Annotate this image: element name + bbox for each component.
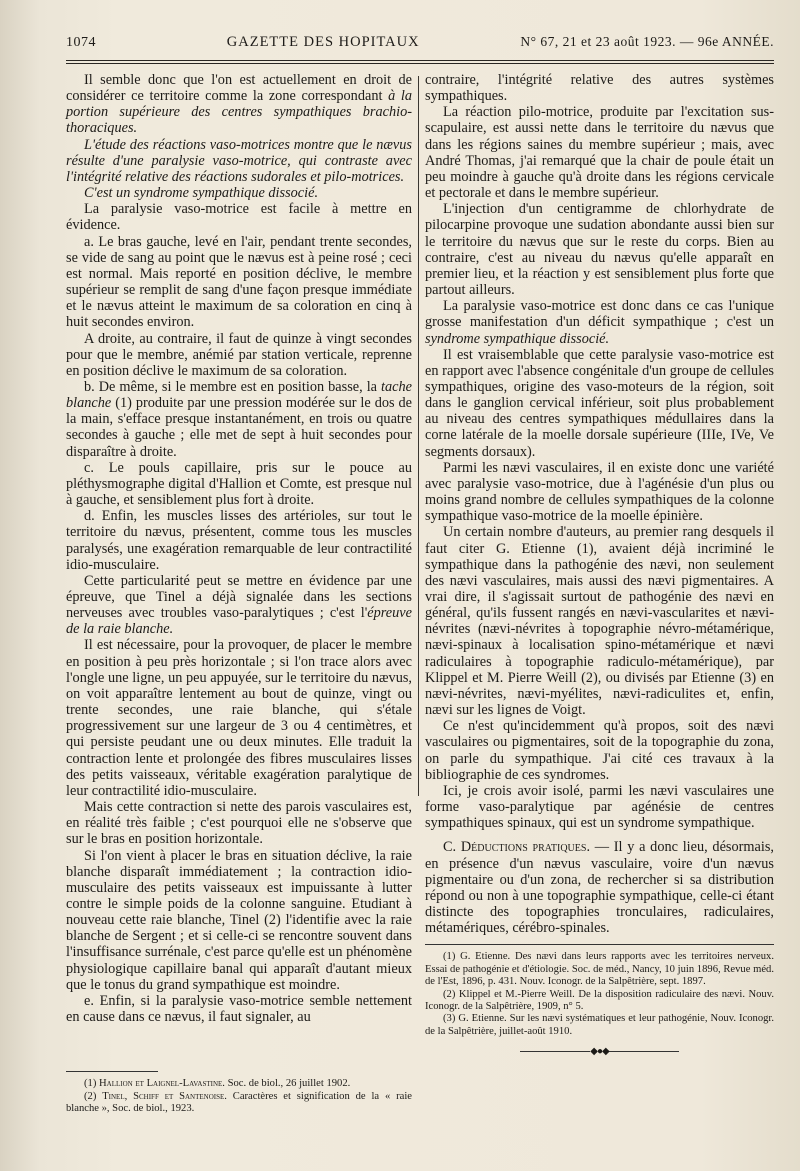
paragraph: Il est vraisemblable que cette paralysie vaso-motrice est en rapport avec l'absence congénitale d'un groupe de cellules sympathiques, origine des vaso-moteurs de la région, soit dans le ganglion cervical inférieur, soit plus probablement au niveau des centres sympathiques médullaires dans la corne latérale de la moelle dorsale supérieure (IIIe, IVe, Ve segments dorsaux). bbox=[425, 346, 774, 460]
paragraph: L'étude des réactions vaso-motrices montre que le nævus résulte d'une paralysie vaso-motrice, qui contraste avec l'intégrité relative des réactions sudorales et pilo-motrices. bbox=[66, 136, 412, 185]
paragraph: Cette particularité peut se mettre en évidence par une épreuve, que Tinel a déjà signalée dans les sections nerveuses avec troubles vaso-paralytiques ; c'est l'épreuve de la raie blanche. bbox=[66, 572, 412, 638]
paragraph: b. De même, si le membre est en position basse, la tache blanche (1) produite par une pression modérée sur le dos de la main, s'efface presque instantanément, en trois ou quatre secondes à gauche ; elle met de sept à huit secondes pour disparaître à droite. bbox=[66, 378, 412, 460]
paragraph: C'est un syndrome sympathique dissocié. bbox=[84, 185, 319, 202]
footnote: (2) Klippel et M.-Pierre Weill. De la disposition radiculaire des nævi. Nouv. Iconogr. de la Salpêtrière, 1909, n° 5. bbox=[425, 988, 774, 1012]
paragraph: Il semble donc que l'on est actuellement en droit de considérer ce territoire comme la zone correspondant à la portion supérieure des centres sympathiques brachio-thoraciques. bbox=[66, 72, 413, 137]
paragraph: e. Enfin, si la paralysie vaso-motrice semble nettement en cause dans ce nævus, il faut signaler, au bbox=[66, 992, 412, 1026]
paragraph: La paralysie vaso-motrice est facile à mettre en évidence. bbox=[66, 201, 412, 234]
header-rule-thin bbox=[66, 63, 774, 64]
paragraph: C. Déductions pratiques. — Il y a donc lieu, désormais, en présence d'un nævus vasculaire, voire d'un nævus pigmentaire ou d'un zona, de rechercher si sa distribution répond ou non à une topographie sympathique, celle-ci étant distincte des topographies tronculaires, radiculaires, métamériques, cérébro-spinales. bbox=[425, 839, 774, 937]
paragraph: A droite, au contraire, il faut de quinze à vingt secondes pour que le membre, anémié par station verticale, reprenne en position déclive le maximum de sa coloration. bbox=[66, 330, 412, 379]
end-ornament: ◆●◆ bbox=[425, 1044, 774, 1060]
footnote: (1) Hallion et Laignel-Lavastine. Soc. de biol., 26 juillet 1902. bbox=[84, 1078, 351, 1090]
journal-title: GAZETTE DES HOPITAUX bbox=[226, 34, 420, 50]
footnote-rule bbox=[66, 1071, 158, 1072]
left-column bbox=[66, 72, 413, 1115]
paragraph: Parmi les nævi vasculaires, il en existe donc une variété avec paralysie vaso-motrice, due à l'agénésie d'un plus ou moins grand nombre de cellules sympathiques de la colonne sympathique vaso-motrice de la moelle épinière. bbox=[425, 459, 774, 525]
header-rule-thick bbox=[66, 60, 774, 61]
paragraph: Un certain nombre d'auteurs, au premier rang desquels il faut citer G. Etienne (1), avaient déjà incriminé le sympathique dans la pathogénie des nævi, non seulement des nævi vasculaires, mais aussi des nævi pigmentaires. A vrai dire, il s'agissait surtout de pathogénie des nævi en général, qu'ils fussent rangés en nævi-vascularites et nævi-névrites (nævi-névrites à topographie névro-métamérique, nævi-spinaux à localisation spino-métamérique et nævi radiculaires à topographie radiculo-métamérique), par Klippel et M. Pierre Weill (2), ou divisés par Etienne (3) en nævi-névrites, nævi-myélites, nævi-radiculites et, enfin, nævi sur les lignes de Voigt. bbox=[425, 524, 774, 719]
issue-info: N° 67, 21 et 23 août 1923. — 96e ANNÉE. bbox=[520, 34, 774, 49]
column-divider bbox=[412, 72, 425, 1112]
paragraph: Ici, je crois avoir isolé, parmi les nævi vasculaires une forme vaso-paralytique par agénésie de centres sympathiques spinaux, qui est un syndrome sympathique. bbox=[425, 782, 774, 832]
paragraph: Il est nécessaire, pour la provoquer, de placer le membre en position à peu près horizontale ; si l'on trace alors avec l'ongle une ligne, un peu appuyée, sur le territoire du nævus, on voit apparaître lentement au bout de quinze, vingt ou trente secondes, une raie blanche, qui s'étale progressivement sur une largeur de 3 ou 4 centimètres, et qui persiste peudant une ou deux minutes. Elle traduit la contraction lente et prolongée des fibres musculaires lisses des petits vaisseaux, véritable exagération paralytique de leur contractilité idio-musculaire. bbox=[66, 637, 412, 799]
footnote-rule bbox=[425, 944, 774, 945]
paragraph: Ce n'est qu'incidemment qu'à propos, soit des nævi vasculaires ou pigmentaires, soit de la topographie du zona, on parle du sympathique. J'ai cité ces travaux à la bibliographie de ces syndromes. bbox=[425, 718, 774, 783]
paragraph: d. Enfin, les muscles lisses des artérioles, sur tout le territoire du nævus, présentent, comme tous les muscles paralysés, une exagération remarquable de leur contractilité idio-musculaire. bbox=[66, 508, 412, 573]
footnote: (2) Tinel, Schiff et Santenoise. Caractères et signification de la « raie blanche », Soc. de biol., 1923. bbox=[66, 1090, 412, 1115]
paragraph: Mais cette contraction si nette des parois vasculaires est, en réalité très faible ; c'est pourquoi elle ne s'observe que sur le bras en position horizontale. bbox=[66, 799, 412, 848]
running-header bbox=[66, 34, 774, 56]
page-number: 1074 bbox=[66, 35, 96, 50]
paragraph: La paralysie vaso-motrice est donc dans ce cas l'unique grosse manifestation d'un déficit sympathique ; c'est un syndrome sympathique dissocié. bbox=[425, 298, 774, 347]
right-column bbox=[425, 72, 774, 1112]
paragraph: L'injection d'un centigramme de chlorhydrate de pilocarpine provoque une sudation abondante aussi bien sur le territoire du nævus que sur le reste du corps. Bien au contraire, c'est au niveau du nævus qu'elle apparaît en premier lieu, et la réaction y est sensiblement plus forte que partout ailleurs. bbox=[425, 201, 774, 299]
footnote: (1) G. Etienne. Des nævi dans leurs rapports avec les territoires nerveux. Essai de pathogénie et d'étiologie. Soc. de méd., Nancy, 10 juin 1896, Revue méd. de l'Est, 1896, p. 431. Nouv. Iconogr. de la Salpêtrière, sept. 1897. bbox=[425, 951, 774, 988]
paragraph: contraire, l'intégrité relative des autres systèmes sympathiques. bbox=[425, 72, 774, 105]
footnote: (3) G. Etienne. Sur les nævi systématiques et leur pathogénie, Nouv. Iconogr. de la Salpêtrière, juillet-août 1910. bbox=[425, 1013, 774, 1037]
paragraph: a. Le bras gauche, levé en l'air, pendant trente secondes, se vide de sang au point que le nævus est à peine rosé ; ceci est normal. Mais reporté en position déclive, le membre supérieur se remplit de sang d'une façon presque immédiate et le nævus atteint le maximum de sa coloration en cinq à huit secondes environ. bbox=[66, 233, 412, 331]
section-heading: C. Déductions pratiques. bbox=[443, 839, 591, 856]
paragraph: La réaction pilo-motrice, produite par l'excitation sus-scapulaire, est aussi nette dans le territoire du nævus que dans les régions saines du membre supérieur ; mais, avec André Thomas, j'ai remarqué que la chair de poule était un peu moindre à gauche qu'à droite dans les régions cervicale et pectorale et dans le membre supérieur. bbox=[425, 104, 774, 202]
paragraph: c. Le pouls capillaire, pris sur le pouce au pléthysmographe digital d'Hallion et Comte, est presque nul à gauche, et sensiblement plus fort à droite. bbox=[66, 459, 412, 509]
two-column-body bbox=[66, 72, 774, 1115]
paragraph: Si l'on vient à placer le bras en situation déclive, la raie blanche disparaît immédiatement ; la contraction idio-musculaire des petits vaisseaux est impuissante à lutter contre le simple poids de la colonne sanguine. Etudiant à nouveau cette raie blanche, Tinel (2) l'identifie avec la raie blanche de Sergent ; et si celle-ci se rencontre souvent dans l'insuffisance surrénale, c'est parce qu'elle est un phénomène physiologique capillaire banal qui apparaît d'autant mieux que le tonus du grand sympathique est moindre. bbox=[66, 847, 412, 993]
